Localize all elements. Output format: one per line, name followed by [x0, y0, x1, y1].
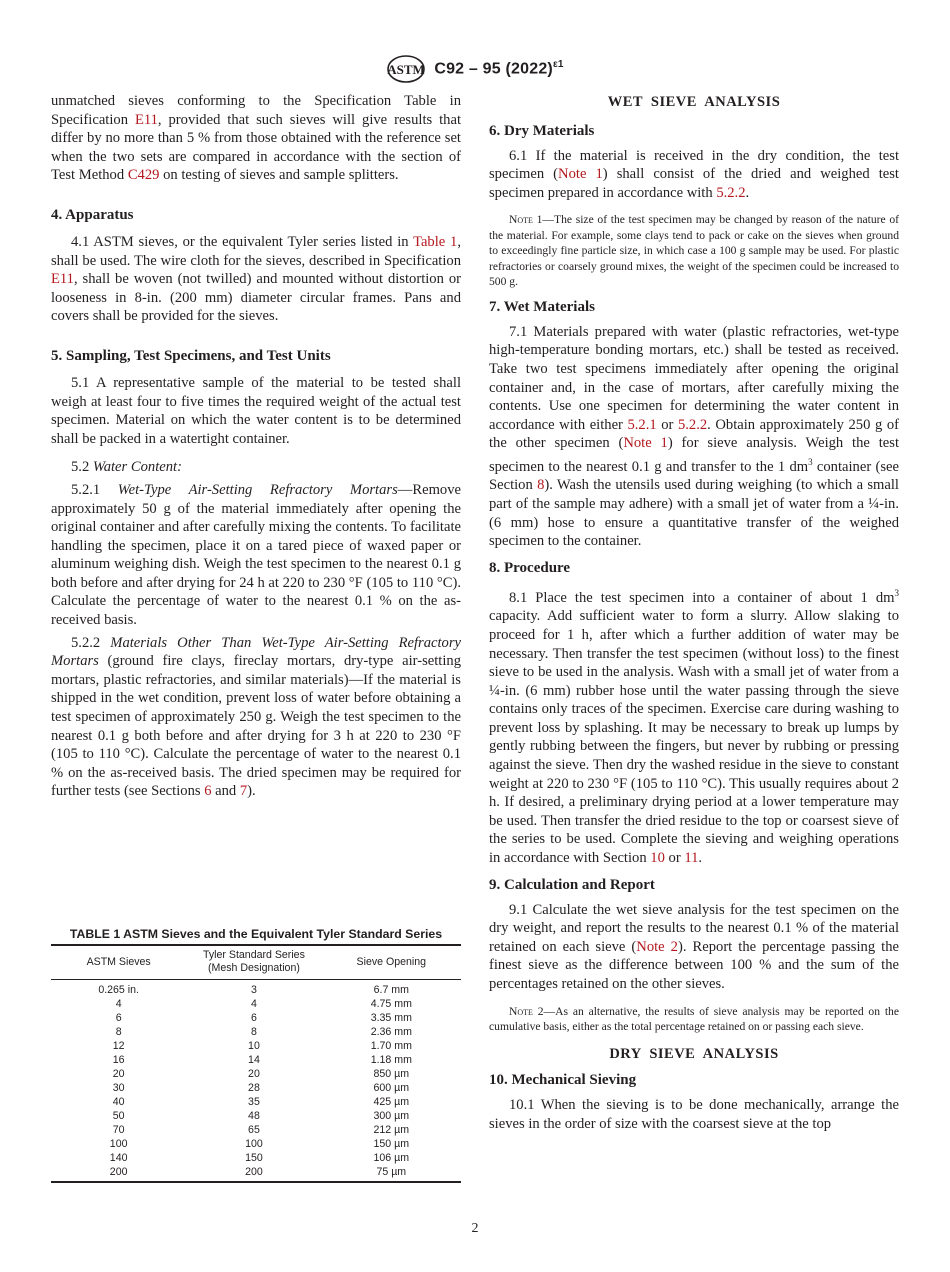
- section-5-2-2-paragraph: 5.2.2 Materials Other Than Wet-Type Air-Setting Refractory Mortars (ground fire clays, fireclay mortars, dry-type air-setting mortars, plastic refractories, and similar materials)—If the material is shipped in the wet condition, prevent loss of water before obtaining a test specimen of approximately 250 g. Weigh the test specimen to the nearest 0.1 g both before and after drying for 3 h at 220 to 230 °F (105 to 110 °C). Calculate the percentage of water to the nearest 0.1 % on the as-received basis. The dried specimen may be required for further tests (see Sections 6 and 7).: [51, 634, 461, 800]
- cell: 600 µm: [373, 1082, 410, 1094]
- link-section-11[interactable]: 11: [684, 850, 699, 867]
- section-8-1-paragraph: 8.1 Place the test specimen into a container of about 1 $dm^3$ capacity. Add sufficient water to form a slurry. Allow slaking to proceed for 1 h, after which a further addition of water may be necessary. Then transfer the test specimen (without loss) to the finest sieve to be used in the analysis. Wash with a small jet of water from a ¼-in. (6 mm) rubber hose until the water passing through the sieve contains only traces of the specimen. Exercise care during washing to prevent loss by splashing. It may be necessary to break up lumps by gently rubbing between the fingers, but never by rubbing or pressing against the sieve. Then dry the washed residue in the sieve to constant weight at 220 to 230 °F (105 to 110 °C). This usually requires about 2 h. If desired, a preliminary drying period at a lower temperature may be used. Then transfer the dried residue to the top or coarsest sieve of the series to be used. Complete the sieving and weighing operations in accordance with Section 10 or 11.: [489, 587, 899, 867]
- note-2: Note 2—As an alternative, the results of sieve analysis may be reported on the cumulative basis, either as the total percentage retained on or passing each sieve.: [489, 1004, 899, 1034]
- section-7-1-paragraph: 7.1 Materials prepared with water (plastic refractories, wet-type high-temperature bonding mortars, etc.) shall be tested as received. Take two test specimens immediately after opening the original container and, in the case of mortars, after carefully mixing the contents. Use one specimen for determining the water content in accordance with either 5.2.1 or 5.2.2. Obtain approximately 250 g of the other specimen (Note 1) for sieve analysis. Weigh the test specimen to the nearest 0.1 g and transfer to the 1 $dm^3$ container (see Section 8). Wash the utensils used during weighing (to which a small part of the sample may adhere) with a small jet of water from a ¼-in. (6 mm) hose to ensure a quantitative transfer of the weighed specimen to the container.: [489, 323, 899, 550]
- section-6-heading: 6. Dry Materials: [489, 122, 595, 139]
- link-note-2[interactable]: Note 2: [636, 938, 678, 955]
- section-6-1-paragraph: 6.1 If the material is received in the dry condition, the test specimen (Note 1) shall consist of the dried and weighed test specimen prepared in accordance with 5.2.2.: [489, 147, 899, 201]
- link-section-6[interactable]: 6: [204, 783, 212, 800]
- link-section-10[interactable]: 10: [650, 850, 665, 867]
- cell: 6: [115, 1012, 122, 1024]
- link-section-8[interactable]: 8: [537, 477, 545, 494]
- cell: 28: [248, 1082, 260, 1094]
- cell: 1.18 mm: [370, 1054, 412, 1066]
- link-table-1[interactable]: Table 1: [413, 233, 458, 250]
- link-5-2-2[interactable]: 5.2.2: [677, 416, 708, 433]
- table-row: [51, 997, 461, 1011]
- section-10-1-paragraph: 10.1 When the sieving is to be done mechanically, arrange the sieves in the order of size with the coarsest sieve at the top: [489, 1097, 899, 1132]
- link-c429[interactable]: C429: [127, 167, 160, 184]
- cell: 48: [248, 1110, 260, 1122]
- cell: 4: [115, 998, 122, 1010]
- table-row: [51, 1039, 461, 1053]
- cell: 150: [245, 1152, 263, 1164]
- section-4-1-paragraph: 4.1 ASTM sieves, or the equivalent Tyler series listed in Table 1, shall be used. The wire cloth for the sieves, described in Specification E11, shall be woven (not twilled) and mounted without distortion or looseness in 8-in. (200 mm) diameter circular frames. Pans and covers shall be provided for the sieves.: [51, 233, 461, 325]
- link-e11[interactable]: E11: [51, 271, 74, 288]
- section-4-heading: 4. Apparatus: [51, 206, 134, 223]
- right-column: [489, 92, 899, 1133]
- link-e11[interactable]: E11: [134, 111, 158, 128]
- cell: 3: [250, 984, 257, 996]
- link-section-7[interactable]: 7: [239, 783, 248, 800]
- table-row: [51, 1123, 461, 1137]
- cell: 20: [112, 1068, 125, 1080]
- table-row: [51, 1011, 461, 1025]
- cell: 300 µm: [373, 1110, 410, 1122]
- cell: 4.75 mm: [370, 998, 412, 1010]
- cell: 140: [109, 1152, 128, 1164]
- cell: 65: [248, 1124, 260, 1136]
- table-row: [51, 1095, 461, 1109]
- cell: 14: [248, 1054, 260, 1066]
- cell: 100: [109, 1138, 128, 1150]
- note-1: Note 1—The size of the test specimen may be changed by reason of the nature of the material. For example, some clays tend to pack or cake on the sieves when ground to exceedingly fine particle size, in which case a 100 g sample may be used. For plastic refractories or coarsely ground mixes, the weight of the specimen could be increased to 500 g.: [489, 213, 899, 289]
- cell: 75 µm: [376, 1166, 407, 1178]
- table-row: [51, 1053, 461, 1067]
- cell: 212 µm: [373, 1124, 410, 1136]
- table-title: TABLE 1 ASTM Sieves and the Equivalent Tyler Standard Series: [69, 927, 443, 941]
- page-number: 2: [471, 1221, 479, 1236]
- table-row: [51, 1151, 461, 1165]
- intro-paragraph: unmatched sieves conforming to the Specification Table in Specification E11, provided that such sieves will give results that differ by no more than 5 % from those obtained with the reference set when the two sets are compared in accordance with the section of Test Method C429 on testing of sieves and sample splitters.: [51, 93, 461, 184]
- section-8-heading: 8. Procedure: [489, 559, 571, 576]
- column-header-astm: ASTM Sieves: [86, 955, 151, 968]
- cell: 850 µm: [373, 1068, 410, 1080]
- cell: 200: [245, 1166, 263, 1178]
- svg-text:ASTM: ASTM: [387, 62, 426, 77]
- sieve-table: [51, 944, 461, 1183]
- link-5-2-1[interactable]: 5.2.1: [627, 416, 657, 433]
- astm-logo-icon: [386, 54, 426, 84]
- wet-sieve-analysis-heading: WET SIEVE ANALYSIS: [607, 94, 781, 110]
- cell: 200: [109, 1166, 128, 1178]
- cell: 6.7 mm: [373, 984, 409, 996]
- page-header: [0, 54, 950, 89]
- cell: 50: [112, 1110, 125, 1122]
- dry-sieve-analysis-heading: DRY SIEVE ANALYSIS: [609, 1045, 779, 1062]
- cell: 4: [250, 998, 257, 1010]
- left-column: [51, 92, 461, 801]
- column-header-opening: Sieve Opening: [356, 955, 427, 968]
- column-header-tyler: Tyler Standard Series (Mesh Designation): [203, 949, 305, 974]
- section-7-heading: 7. Wet Materials: [489, 298, 595, 315]
- cell: 2.36 mm: [370, 1026, 412, 1038]
- section-5-heading: 5. Sampling, Test Specimens, and Test Units: [51, 347, 331, 364]
- table-row: [51, 1137, 461, 1151]
- cell: 8: [250, 1026, 257, 1038]
- section-5-2-paragraph: 5.2 Water Content:: [71, 459, 182, 476]
- table-row: [51, 1025, 461, 1039]
- table-row: [51, 1165, 461, 1182]
- section-9-heading: 9. Calculation and Report: [489, 876, 655, 893]
- cell: 6: [250, 1012, 257, 1024]
- section-5-2-1-paragraph: 5.2.1 Wet-Type Air-Setting Refractory Mortars—Remove approximately 50 g of the material immediately after opening the original container and after carefully mixing the contents. To facilitate handling the specimen, place it on a tared piece of waxed paper or aluminum weighing dish. Weigh the test specimen to the nearest 0.1 g both before and after drying for 24 h at 220 to 230 °F (105 to 110 °C). Calculate the percentage of water to the nearest 0.1 % on the as-received basis.: [51, 481, 461, 629]
- cell: 0.265 in.: [98, 984, 139, 996]
- table-row: [51, 1081, 461, 1095]
- table-row: [51, 1067, 461, 1081]
- table-row: [51, 1109, 461, 1123]
- cell: 30: [112, 1082, 125, 1094]
- cell: 12: [112, 1040, 125, 1052]
- section-5-1-paragraph: 5.1 A representative sample of the material to be tested shall weigh at least four to five times the required weight of the actual test specimen. Material on which the water content is to be determined shall be packed in a watertight container.: [51, 374, 461, 447]
- cell: 35: [248, 1096, 260, 1108]
- cell: 40: [112, 1096, 125, 1108]
- cell: 20: [248, 1068, 260, 1080]
- cell: 100: [245, 1138, 263, 1150]
- table-header-row: [51, 945, 461, 980]
- cell: 10: [248, 1040, 260, 1052]
- cell: 1.70 mm: [370, 1040, 412, 1052]
- link-note-1[interactable]: Note 1: [558, 166, 603, 183]
- cell: 150 µm: [373, 1138, 410, 1150]
- cell: 16: [112, 1054, 125, 1066]
- cell: 70: [112, 1124, 125, 1136]
- cell: 3.35 mm: [370, 1012, 412, 1024]
- table-1: [51, 927, 461, 1183]
- cell: 8: [115, 1026, 122, 1038]
- document-designation: C92 – 95 $(2022)^{\varepsilon 1}$: [434, 59, 564, 78]
- cell: 106 µm: [373, 1152, 410, 1164]
- section-9-1-paragraph: 9.1 Calculate the wet sieve analysis for the test specimen on the dry weight, and report the results to the nearest 0.1 % of the material retained on each sieve (Note 2). Report the percentage passing the finest sieve as the difference between 100 % and the sum of the percentages retained on the other sieves.: [489, 901, 899, 992]
- table-row: [51, 980, 461, 998]
- link-note-1[interactable]: Note 1: [623, 435, 668, 452]
- section-10-heading: 10. Mechanical Sieving: [489, 1072, 637, 1089]
- link-5-2-2[interactable]: 5.2.2: [716, 184, 746, 201]
- cell: 425 µm: [373, 1096, 410, 1108]
